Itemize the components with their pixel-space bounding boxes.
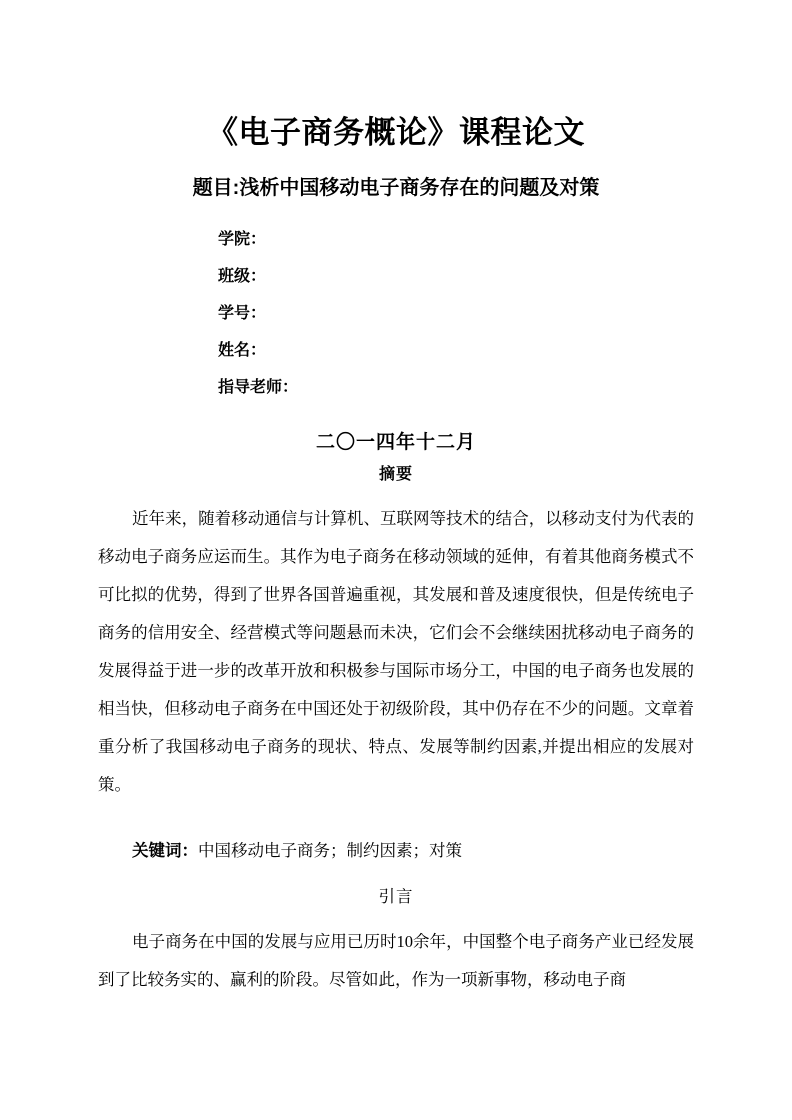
introduction-text: 电子商务在中国的发展与应用已历时10余年，中国整个电子商务产业已经发展到了比较务实的、赢利的阶段。尽管如此，作为一项新事物，移动电子商 <box>98 932 694 989</box>
cover-field-advisor: 指导老师： <box>218 379 299 396</box>
cover-field-name: 姓名： <box>218 342 267 359</box>
document-date: 二〇一四年十二月 <box>315 432 476 453</box>
abstract-body <box>98 500 694 804</box>
keywords-label: 关键词： <box>132 842 198 860</box>
cover-field-school: 学院： <box>218 231 267 248</box>
keywords-value: 中国移动电子商务；制约因素；对策 <box>198 841 462 860</box>
cover-field-student-id: 学号： <box>218 305 267 322</box>
cover-field-class: 班级： <box>218 268 267 285</box>
abstract-text: 近年来，随着移动通信与计算机、互联网等技术的结合，以移动支付为代表的移动电子商务应运而生。其作为电子商务在移动领域的延伸，有着其他商务模式不可比拟的优势，得到了世界各国普遍重视，其发展和普及速度很快，但是传统电子商务的信用安全、经营模式等问题悬而未决，它们会不会继续困扰移动电子商务的发展得益于进一步的改革开放和积极参与国际市场分工，中国的电子商务也发展的相当快，但移动电子商务在中国还处于初级阶段，其中仍存在不少的问题。文章着重分析了我国移动电子商务的现状、特点、发展等制约因素,并提出相应的发展对策。 <box>98 509 694 794</box>
cover-fields-list <box>218 221 638 406</box>
introduction-body <box>98 923 694 999</box>
keywords-line <box>132 837 694 865</box>
introduction-heading: 引言 <box>378 887 414 906</box>
document-subtitle: 题目:浅析中国移动电子商务存在的问题及对策 <box>192 177 600 199</box>
abstract-heading: 摘要 <box>378 466 413 483</box>
document-title: 《电子商务概论》课程论文 <box>207 115 585 150</box>
